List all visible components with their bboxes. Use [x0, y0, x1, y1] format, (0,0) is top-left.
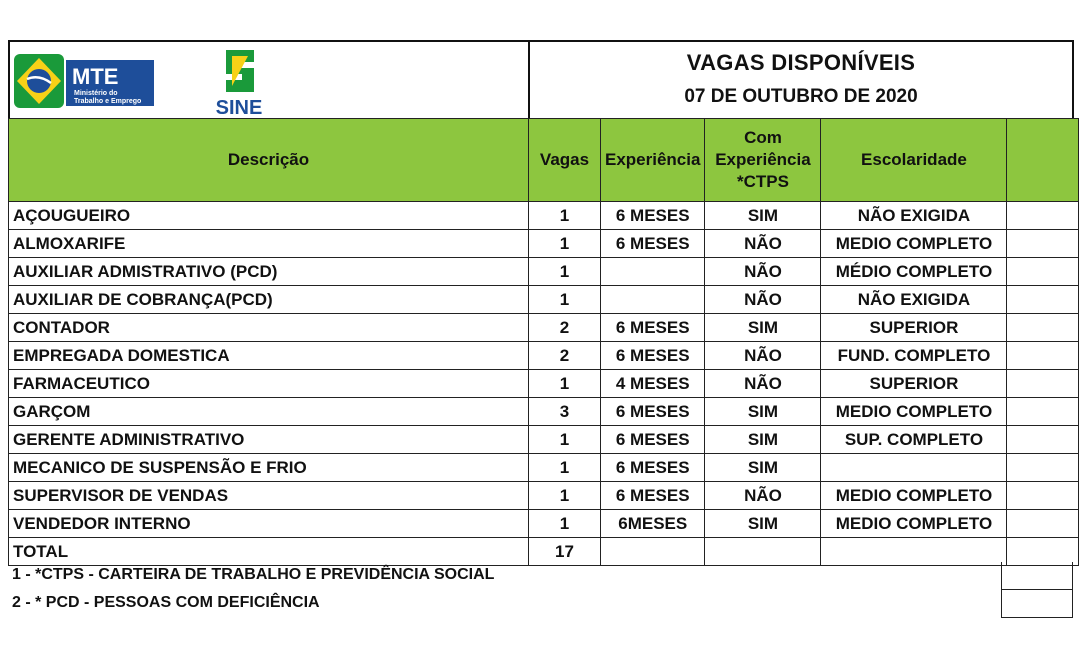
cell-extra [1007, 370, 1079, 398]
cell-ctps: SIM [705, 426, 821, 454]
cell-descricao: GARÇOM [9, 398, 529, 426]
table-row [9, 230, 1079, 258]
cell-vagas: 1 [529, 202, 601, 230]
cell-descricao: MECANICO DE SUSPENSÃO E FRIO [9, 454, 529, 482]
total-empty-cell [601, 538, 705, 566]
cell-descricao: AUXILIAR ADMISTRATIVO (PCD) [9, 258, 529, 286]
cell-extra [1007, 426, 1079, 454]
cell-descricao: EMPREGADA DOMESTICA [9, 342, 529, 370]
table-header-row [9, 119, 1079, 202]
svg-text:Trabalho e Emprego: Trabalho e Emprego [74, 98, 142, 105]
table-row [9, 426, 1079, 454]
cell-escolaridade: MEDIO COMPLETO [821, 398, 1007, 426]
col-extra [1007, 119, 1079, 202]
cell-escolaridade: NÃO EXIGIDA [821, 286, 1007, 314]
table-row [9, 202, 1079, 230]
mte-logo-text: MTE [72, 64, 119, 89]
col-com-experiencia-ctps: Com Experiência *CTPS [705, 119, 821, 202]
total-empty-cell [821, 538, 1007, 566]
table-row [9, 510, 1079, 538]
cell-descricao: AÇOUGUEIRO [9, 202, 529, 230]
cell-vagas: 1 [529, 510, 601, 538]
cell-extra [1007, 314, 1079, 342]
cell-descricao: ALMOXARIFE [9, 230, 529, 258]
cell-ctps: SIM [705, 398, 821, 426]
footnote-ctps: 1 - *CTPS - CARTEIRA DE TRABALHO E PREVIDÊNCIA SOCIAL [12, 566, 495, 583]
cell-escolaridade: SUP. COMPLETO [821, 426, 1007, 454]
table-row [9, 342, 1079, 370]
table-row [9, 482, 1079, 510]
cell-experiencia: 6 MESES [601, 342, 705, 370]
total-value: 17 [529, 538, 601, 566]
cell-extra [1007, 258, 1079, 286]
page-title: VAGAS DISPONÍVEIS [686, 50, 916, 75]
footnote-cell [1001, 562, 1073, 590]
cell-escolaridade: SUPERIOR [821, 314, 1007, 342]
col-vagas: Vagas [529, 119, 601, 202]
cell-vagas: 1 [529, 370, 601, 398]
cell-experiencia [601, 286, 705, 314]
cell-escolaridade [821, 454, 1007, 482]
cell-descricao: FARMACEUTICO [9, 370, 529, 398]
cell-extra [1007, 202, 1079, 230]
cell-vagas: 1 [529, 426, 601, 454]
cell-ctps: SIM [705, 314, 821, 342]
cell-vagas: 1 [529, 230, 601, 258]
cell-extra [1007, 342, 1079, 370]
sine-logo [206, 46, 272, 120]
cell-escolaridade: SUPERIOR [821, 370, 1007, 398]
cell-extra [1007, 286, 1079, 314]
cell-vagas: 1 [529, 454, 601, 482]
title-box [528, 40, 1074, 118]
sine-logo-text: SINE [215, 97, 263, 119]
table-row [9, 398, 1079, 426]
vacancies-table [8, 118, 1079, 566]
cell-experiencia: 6MESES [601, 510, 705, 538]
cell-descricao: AUXILIAR DE COBRANÇA(PCD) [9, 286, 529, 314]
cell-ctps: NÃO [705, 342, 821, 370]
cell-ctps: NÃO [705, 258, 821, 286]
cell-vagas: 1 [529, 482, 601, 510]
logo-area [8, 40, 528, 118]
cell-experiencia: 4 MESES [601, 370, 705, 398]
table-row [9, 314, 1079, 342]
cell-escolaridade: MEDIO COMPLETO [821, 482, 1007, 510]
cell-descricao: GERENTE ADMINISTRATIVO [9, 426, 529, 454]
cell-vagas: 3 [529, 398, 601, 426]
cell-experiencia [601, 258, 705, 286]
cell-ctps: NÃO [705, 370, 821, 398]
cell-experiencia: 6 MESES [601, 482, 705, 510]
cell-ctps: NÃO [705, 482, 821, 510]
footnote-cell [1001, 590, 1073, 618]
cell-extra [1007, 398, 1079, 426]
cell-ctps: SIM [705, 510, 821, 538]
col-experiencia: Experiência [601, 119, 705, 202]
footnote-pcd: 2 - * PCD - PESSOAS COM DEFICIÊNCIA [12, 594, 320, 611]
cell-escolaridade: MÉDIO COMPLETO [821, 258, 1007, 286]
table-row [9, 370, 1079, 398]
svg-text:Ministério do: Ministério do [74, 90, 118, 97]
cell-experiencia: 6 MESES [601, 426, 705, 454]
cell-ctps: SIM [705, 454, 821, 482]
cell-experiencia: 6 MESES [601, 454, 705, 482]
cell-vagas: 1 [529, 258, 601, 286]
cell-extra [1007, 482, 1079, 510]
col-descricao: Descrição [9, 119, 529, 202]
cell-ctps: SIM [705, 202, 821, 230]
total-label: TOTAL [9, 538, 529, 566]
table-row [9, 286, 1079, 314]
cell-experiencia: 6 MESES [601, 314, 705, 342]
cell-descricao: VENDEDOR INTERNO [9, 510, 529, 538]
page-date: 07 DE OUTUBRO DE 2020 [684, 86, 918, 107]
cell-escolaridade: FUND. COMPLETO [821, 342, 1007, 370]
cell-experiencia: 6 MESES [601, 202, 705, 230]
cell-vagas: 2 [529, 342, 601, 370]
cell-ctps: NÃO [705, 230, 821, 258]
cell-extra [1007, 230, 1079, 258]
cell-experiencia: 6 MESES [601, 398, 705, 426]
cell-vagas: 1 [529, 286, 601, 314]
mte-logo [14, 50, 156, 112]
cell-experiencia: 6 MESES [601, 230, 705, 258]
document-header [8, 40, 1074, 118]
table-row [9, 454, 1079, 482]
cell-escolaridade: MEDIO COMPLETO [821, 230, 1007, 258]
cell-ctps: NÃO [705, 286, 821, 314]
cell-escolaridade: NÃO EXIGIDA [821, 202, 1007, 230]
cell-extra [1007, 454, 1079, 482]
cell-descricao: SUPERVISOR DE VENDAS [9, 482, 529, 510]
table-row [9, 258, 1079, 286]
total-row [9, 538, 1079, 566]
cell-extra [1007, 510, 1079, 538]
total-empty-cell [705, 538, 821, 566]
cell-vagas: 2 [529, 314, 601, 342]
cell-escolaridade: MEDIO COMPLETO [821, 510, 1007, 538]
cell-descricao: CONTADOR [9, 314, 529, 342]
col-escolaridade: Escolaridade [821, 119, 1007, 202]
